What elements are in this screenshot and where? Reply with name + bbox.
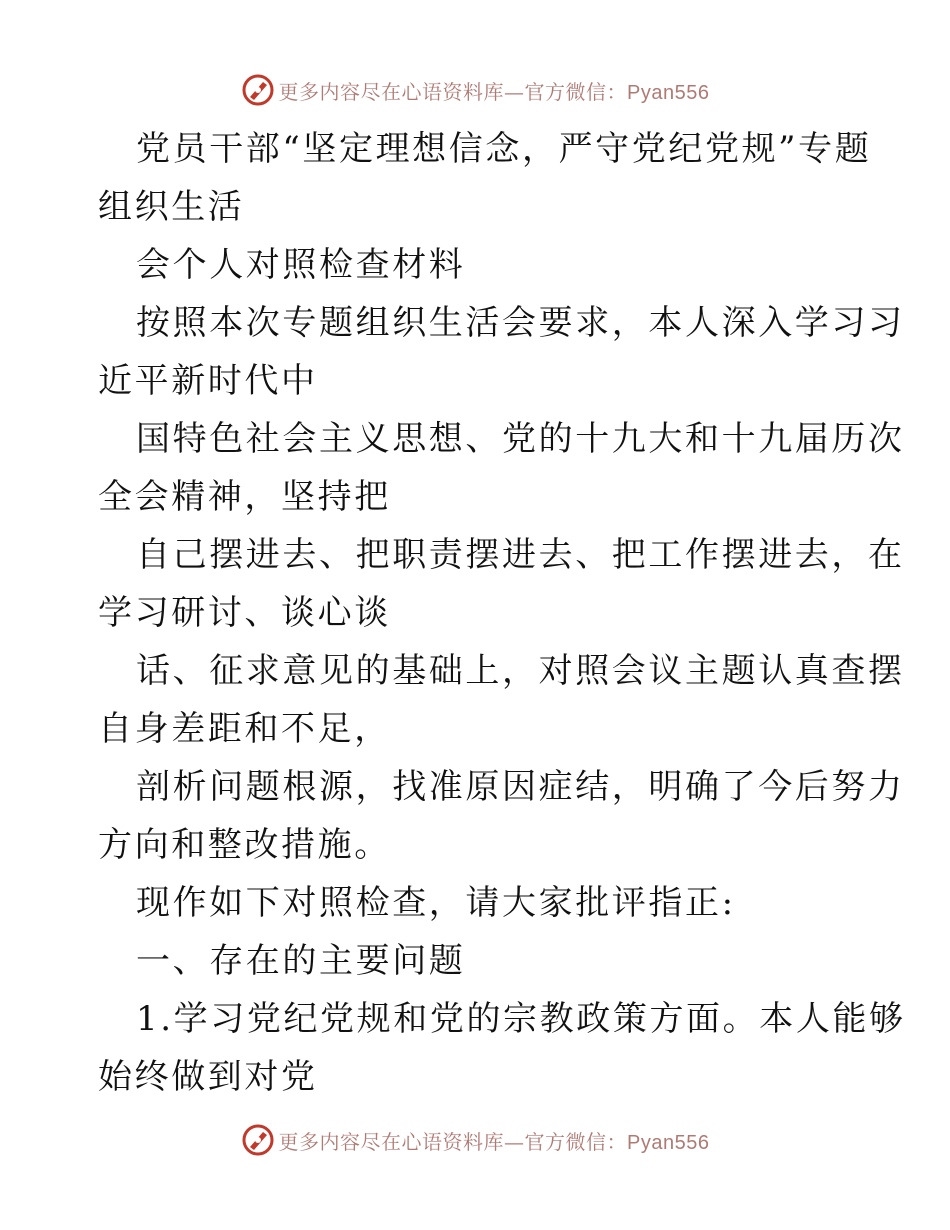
paragraph — [98, 410, 905, 526]
paragraph — [98, 526, 905, 642]
document-body — [98, 120, 906, 1106]
header-wechat-id: Pyan556 — [627, 81, 710, 104]
paragraph — [98, 642, 905, 758]
paragraph — [98, 874, 858, 932]
body-line: 近平新时代中 — [98, 361, 318, 401]
body-line: 话、征求意见的基础上，对照会议主题认真查摆 — [136, 651, 905, 691]
body-line: 1.学习党纪党规和党的宗教政策方面。本人能够 — [136, 999, 906, 1039]
pen-logo-icon — [241, 73, 275, 107]
footer-banner-text: 更多内容尽在心语资料库—官方微信：Pyan556 — [278, 1129, 710, 1154]
header-banner — [0, 70, 950, 110]
body-line: 始终做到对党 — [98, 1057, 318, 1097]
body-line: 自身差距和不足， — [98, 709, 391, 749]
body-line: 一、存在的主要问题 — [136, 941, 466, 981]
paragraph — [98, 294, 905, 410]
body-line: 方向和整改措施。 — [98, 825, 391, 865]
body-line: 剖析问题根源，找准原因症结，明确了今后努力 — [136, 767, 905, 807]
body-line: 按照本次专题组织生活会要求，本人深入学习习 — [136, 303, 905, 343]
paragraph-subtitle — [98, 236, 858, 294]
pen-logo-icon — [241, 1123, 275, 1157]
body-line: 现作如下对照检查，请大家批评指正: — [136, 883, 736, 923]
paragraph — [98, 758, 905, 874]
body-line: 会个人对照检查材料 — [136, 245, 466, 285]
body-line: 组织生活 — [98, 187, 245, 227]
body-line: 党员干部“坚定理想信念，严守党纪党规”专题 — [136, 129, 872, 169]
body-line: 自己摆进去、把职责摆进去、把工作摆进去，在 — [136, 535, 905, 575]
paragraph — [98, 990, 906, 1106]
header-banner-text: 更多内容尽在心语资料库—官方微信：Pyan556 — [278, 79, 710, 104]
body-line: 全会精神，坚持把 — [98, 477, 391, 517]
body-line: 学习研讨、谈心谈 — [98, 593, 391, 633]
footer-banner — [0, 1120, 950, 1160]
footer-wechat-id: Pyan556 — [627, 1131, 710, 1154]
section-heading — [98, 932, 858, 990]
paragraph-title — [98, 120, 872, 236]
body-line: 国特色社会主义思想、党的十九大和十九届历次 — [136, 419, 905, 459]
